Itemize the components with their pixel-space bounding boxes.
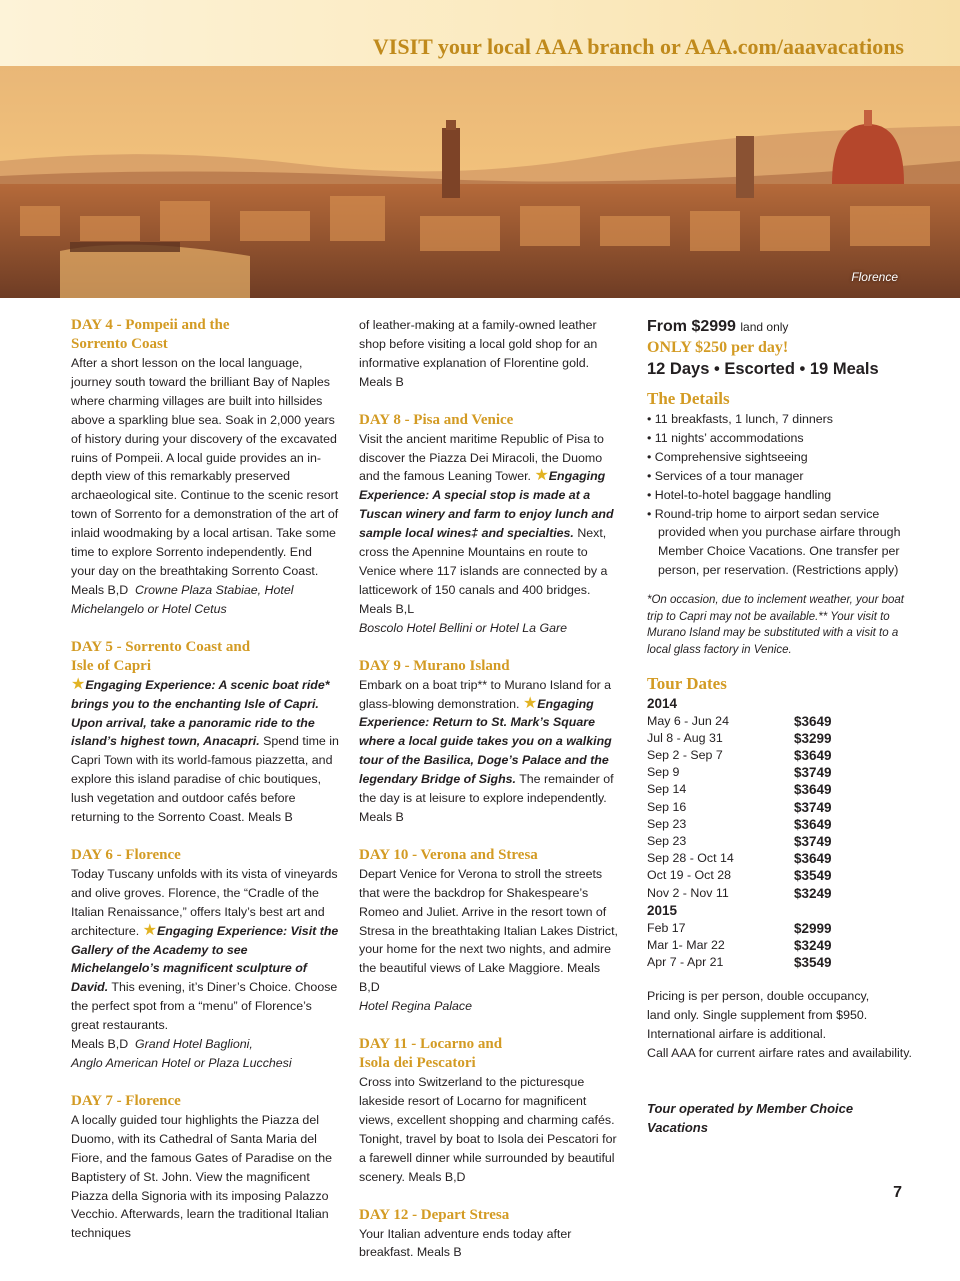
day9-section: [359, 657, 623, 827]
date-row: Sep 16 $3749: [647, 799, 832, 815]
date-row: Jul 8 - Aug 31 $3299: [647, 730, 832, 746]
date-row: Sep 14 $3649: [647, 782, 832, 798]
day5-title: DAY 5 - Sorrento Coast and Isle of Capri: [71, 638, 251, 674]
tour-operator: Tour operated by Member Choice Vacations: [647, 1101, 854, 1135]
date-row: Mar 1- Mar 22 $3249: [647, 937, 832, 953]
day9-engaging: Engaging Experience: Return to St. Mark’s Square where a local guide takes you on a walking tour of the Basilica, Doge’s Palace and the legendary Bridge of Sighs.: [359, 696, 612, 787]
visit-banner-text[interactable]: VISIT your local AAA branch or AAA.com/aaavacations: [372, 34, 904, 59]
day8-body1: Visit the ancient maritime Republic of Pisa to discover the Piazza Dei Miracoli, the Duomo and the famous Leaning Tower.: [359, 431, 604, 484]
footnote: *On occasion, due to inclement weather, your boat trip to Capri may not be available.** Your visit to Murano Island may be substituted with a visit to a local glass factory in Venice.: [647, 594, 904, 656]
dates-2014-table: [647, 713, 912, 902]
from-price: From $2999 land only: [647, 318, 789, 335]
date-row: Feb 17 $2999: [647, 920, 832, 936]
date-row: Sep 28 - Oct 14 $3649: [647, 851, 832, 867]
star-icon: ★: [522, 694, 538, 712]
day4-section: [71, 316, 339, 619]
star-icon: ★: [534, 467, 549, 485]
pricing-column: [647, 316, 912, 1138]
day5-body: Spend time in Capri Town with its world-famous piazzetta, and explore this island paradise of chic boutiques, lush vegetation and outdoor cafés before returning to the Sorrento Coast. Meals B: [71, 734, 339, 825]
tour-duration: 12 Days • Escorted • 19 Meals: [647, 360, 879, 378]
date-row: Nov 2 - Nov 11 $3249: [647, 885, 832, 901]
day8-section: [359, 411, 623, 638]
date-row: Apr 7 - Apr 21 $3549: [647, 955, 832, 971]
pricing-line: International airfare is additional.: [647, 1027, 827, 1042]
day5-engaging: Engaging Experience: A scenic boat ride* brings you to the enchanting Isle of Capri. Upon arrival, take a panoramic ride to the island’s highest town, Anacapri.: [71, 677, 330, 749]
day11-body: Cross into Switzerland to the picturesque lakeside resort of Locarno for magnificent views, excellent shopping and charming cafés. Tonight, travel by boat to Isola dei Pescatori for a farewell dinner while surrounded by beautiful scenery. Meals B,D: [359, 1075, 617, 1184]
day6-hotel1: Grand Hotel Baglioni,: [135, 1037, 253, 1052]
day12-body: Your Italian adventure ends today after breakfast. Meals B: [359, 1226, 572, 1260]
date-row: Oct 19 - Oct 28 $3549: [647, 868, 832, 884]
page-number: 7: [893, 1184, 902, 1201]
day6-section: [71, 846, 339, 1073]
year-2014-heading: 2014: [647, 695, 678, 711]
florence-hero-image: [0, 66, 960, 298]
day7-section: [71, 1092, 339, 1243]
star-icon: ★: [142, 921, 157, 939]
date-row: Sep 23 $3749: [647, 833, 832, 849]
day4-hotel: Crowne Plaza Stabiae, Hotel Michelangelo or Hotel Cetus: [71, 582, 294, 616]
day6-body1: Today Tuscany unfolds with its vista of vineyards and olive groves. Florence, the “Cradle of the Italian Renaissance,” offers Italy’s best art and architecture.: [71, 866, 338, 938]
itinerary-column-2: [359, 316, 623, 1281]
day10-title: DAY 10 - Verona and Stresa: [359, 846, 538, 863]
details-item: • Hotel-to-hotel baggage handling: [647, 487, 832, 502]
day12-section: [359, 1206, 623, 1263]
day10-hotel: Hotel Regina Palace: [359, 999, 472, 1014]
itinerary-column-1: [71, 316, 339, 1262]
day8-title: DAY 8 - Pisa and Venice: [359, 411, 514, 428]
day4-body: After a short lesson on the local language, journey south toward the brilliant Bay of Naples where charming villages are built into hillsides above a sparkling blue sea. Soak in 2,000 years of history during your discovery of the excavated ruins of Pompeii. A local guide provides an in-depth view of this remarkably preserved archaeological site. Continue to the scenic resort town of Sorrento for a demonstration of the art of inlaid woodmaking by a local artisan. Take some time to explore Sorrento independently. End your day on the breathtaking Sorrento Coast. Meals B,D: [71, 356, 339, 597]
day6-title: DAY 6 - Florence: [71, 846, 181, 863]
details-item: • Round-trip home to airport sedan service provided when you purchase airfare through Member Choice Vacations. One transfer per person, per reservation. (Restrictions apply): [647, 506, 901, 578]
pricing-line: land only. Single supplement from $950.: [647, 1008, 868, 1023]
star-icon: ★: [71, 675, 86, 693]
day9-body2: The remainder of the day is at leisure to explore independently. Meals B: [359, 772, 614, 824]
day8-body2: Next, cross the Apennine Mountains en route to Venice where 117 islands are connected by a latticework of 150 canals and 400 bridges. Meals B,L: [359, 526, 608, 616]
date-row: Sep 9 $3749: [647, 765, 832, 781]
details-item: • 11 breakfasts, 1 lunch, 7 dinners: [647, 412, 833, 426]
pricing-notes: [647, 987, 912, 1063]
day11-title: DAY 11 - Locarno and Isola dei Pescatori: [359, 1036, 503, 1072]
day4-title: DAY 4 - Pompeii and the Sorrento Coast: [71, 317, 230, 352]
day12-title: DAY 12 - Depart Stresa: [359, 1206, 510, 1223]
details-title: The Details: [647, 389, 730, 408]
dates-2015-table: [647, 920, 912, 972]
tour-dates-title: Tour Dates: [647, 673, 727, 693]
details-item: • Comprehensive sightseeing: [647, 449, 808, 464]
day7-body: A locally guided tour highlights the Piazza del Duomo, with its Cathedral of Santa Maria del Fiore, and the famous Gates of Paradise on the Baptistery of St. John. View the magnificent Piazza della Signoria with its imposing Palazzo Vecchio. Afterwards, learn the traditional Italian techniques: [71, 1112, 333, 1241]
day11-section: [359, 1035, 623, 1186]
date-row: Sep 2 - Sep 7 $3649: [647, 747, 832, 763]
day6-engaging: Engaging Experience: Visit the Gallery of the Academy to see Michelangelo’s magnificent sculpture of David.: [71, 923, 339, 995]
pricing-line: Pricing is per person, double occupancy,: [647, 989, 870, 1004]
details-item: • 11 nights’ accommodations: [647, 430, 804, 445]
day9-title: DAY 9 - Murano Island: [359, 657, 510, 674]
date-row: Sep 23 $3649: [647, 816, 832, 832]
day7-title: DAY 7 - Florence: [71, 1092, 181, 1109]
day7-continued: [359, 316, 623, 392]
date-row: May 6 - Jun 24 $3649: [647, 713, 832, 729]
pricing-line: Call AAA for current airfare rates and availability.: [647, 1046, 912, 1061]
day6-body2: This evening, it’s Diner’s Choice. Choose the perfect spot from a “menu” of Florence’s great restaurants.: [71, 980, 338, 1033]
details-item: • Services of a tour manager: [647, 468, 804, 483]
year-2015-heading: 2015: [647, 902, 678, 918]
hero-caption: Florence: [851, 270, 898, 284]
day6-meals: Meals B,D: [71, 1037, 129, 1052]
day5-section: [71, 638, 339, 827]
day8-hotel: Boscolo Hotel Bellini or Hotel La Gare: [359, 620, 567, 635]
details-list: [647, 410, 912, 580]
per-day-price: ONLY $250 per day!: [647, 339, 789, 356]
day10-section: [359, 846, 623, 1016]
day10-body: Depart Venice for Verona to stroll the streets that were the backdrop for Shakespeare’s Romeo and Juliet. Arrive in the resort town of Stresa in the breathtaking Italian Lakes District, your home for the next two nights, and admire the beautiful views of Lake Maggiore. Meals B,D: [359, 866, 618, 995]
day8-engaging: Engaging Experience: A special stop is made at a Tuscan winery and farm to enjoy lunch and sample local wines‡ and specialties.: [359, 469, 614, 541]
day6-hotel2: Anglo American Hotel or Plaza Lucchesi: [71, 1056, 292, 1070]
day7-cont-body: of leather-making at a family-owned leather shop before visiting a local gold shop for an informative explanation of Florentine gold. Meals B: [359, 318, 598, 389]
day9-body1: Embark on a boat trip** to Murano Island for a glass-blowing demonstration.: [359, 677, 612, 711]
